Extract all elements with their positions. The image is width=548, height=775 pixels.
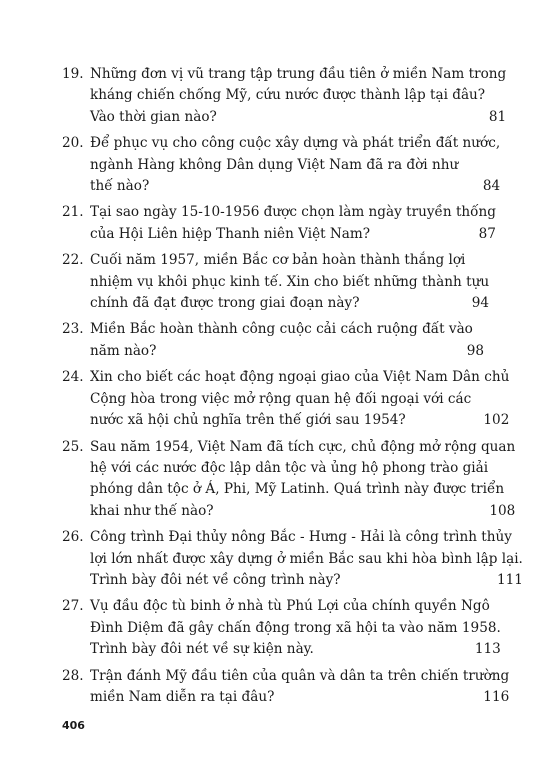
entry-title-line xyxy=(90,176,500,197)
entry-title xyxy=(90,367,509,431)
entry-title-text: Để phục vụ cho công cuộc xây dựng và phát triển đất nước, xyxy=(90,135,501,152)
entry-page-number: 102 xyxy=(483,412,510,429)
entry-title-line xyxy=(90,639,501,660)
entry-page-number: 87 xyxy=(478,225,496,242)
entry-number: 21. xyxy=(62,204,84,221)
entry-title-text: Xin cho biết các hoạt động ngoại giao của Việt Nam Dân chủ xyxy=(90,369,510,386)
entry-number: 26. xyxy=(62,529,84,546)
entry-title-line xyxy=(90,687,509,708)
entry-title-line xyxy=(90,224,496,245)
entry-title xyxy=(90,527,523,591)
entry-title-line xyxy=(90,293,489,314)
entry-title-line xyxy=(90,437,515,458)
entry-title-line xyxy=(90,570,523,591)
entry-title-text: hệ với các nước độc lập dân tộc và ủng hộ phong trào giải xyxy=(90,459,489,476)
entry-number: 22. xyxy=(62,252,84,269)
entry-page-number: 108 xyxy=(489,502,516,519)
toc-entry xyxy=(62,437,516,523)
entry-number: 20. xyxy=(62,135,84,152)
toc-entry xyxy=(62,64,507,128)
entry-title-text: miền Nam diễn ra tại đâu? xyxy=(90,688,275,705)
entry-title-text: Sau năm 1954, Việt Nam đã tích cực, chủ động mở rộng quan xyxy=(90,438,516,455)
entry-title-text: kháng chiến chống Mỹ, cứu nước được thành lập tại đâu? xyxy=(90,87,486,104)
entry-title-text: Trận đánh Mỹ đầu tiên của quân và dân ta trên chiến trường xyxy=(90,667,510,684)
entry-title-line xyxy=(90,133,500,154)
entry-title-line xyxy=(90,64,506,85)
toc-entry xyxy=(62,319,484,362)
entry-page-number: 113 xyxy=(474,641,501,658)
entry-title-text: Trình bày đôi nét về sự kiện này. xyxy=(90,641,314,658)
toc-entry xyxy=(62,133,501,197)
entry-number: 28. xyxy=(62,667,84,684)
entry-title xyxy=(90,437,515,523)
entry-title-line xyxy=(90,666,509,687)
entry-title-text: ngành Hàng không Dân dụng Việt Nam đã ra đời như xyxy=(90,156,459,173)
page-number: 406 xyxy=(62,719,85,732)
entry-page-number: 94 xyxy=(471,295,490,312)
entry-title-text: nhiệm vụ khôi phục kinh tế. Xin cho biết những thành tựu xyxy=(90,273,490,290)
entry-title-text: Cộng hòa trong việc mở rộng quan hệ đối ngoại với các xyxy=(90,390,472,407)
entry-page-number: 81 xyxy=(488,108,507,125)
entry-title-line xyxy=(90,389,509,410)
entry-title-text: Trình bày đôi nét về công trình này? xyxy=(90,571,341,588)
entry-title-text: nước xã hội chủ nghĩa trên thế giới sau 1954? xyxy=(90,412,406,429)
toc-entry xyxy=(62,527,523,591)
entry-title-text: Tại sao ngày 15-10-1956 được chọn làm ngày truyền thống xyxy=(90,204,496,221)
entry-title-text: Công trình Đại thủy nông Bắc - Hưng - Hải là công trình thủy xyxy=(90,529,512,546)
entry-title-text: phóng dân tộc ở Á, Phi, Mỹ Latinh. Quá trình này được triển xyxy=(90,481,505,498)
entry-page-number: 98 xyxy=(466,342,484,359)
entry-title-line xyxy=(90,250,489,271)
entry-title-line xyxy=(90,367,509,388)
entry-title-line xyxy=(90,341,484,362)
entry-title-text: chính đã đạt được trong giai đoạn này? xyxy=(90,295,360,312)
entry-title xyxy=(90,250,489,314)
entry-title-text: Miền Bắc hoàn thành công cuộc cải cách ruộng đất vào xyxy=(90,321,473,338)
entry-title-line xyxy=(90,527,523,548)
table-of-contents xyxy=(62,64,523,713)
entry-title-line xyxy=(90,596,501,617)
entry-number: 24. xyxy=(62,369,84,386)
toc-entry xyxy=(62,202,496,245)
toc-entry xyxy=(62,666,510,709)
entry-page-number: 84 xyxy=(482,178,501,195)
toc-entry xyxy=(62,367,510,431)
entry-title-line xyxy=(90,479,515,500)
entry-number: 27. xyxy=(62,598,84,615)
entry-page-number: 111 xyxy=(496,571,523,588)
entry-title xyxy=(90,666,509,709)
entry-title-line xyxy=(90,501,515,522)
entry-title-text: Cuối năm 1957, miền Bắc cơ bản hoàn thành thắng lợi xyxy=(90,252,466,269)
entry-title-line xyxy=(90,155,500,176)
entry-title-line xyxy=(90,107,506,128)
entry-title-line xyxy=(90,319,484,340)
entry-title-text: Vào thời gian nào? xyxy=(90,108,217,125)
entry-title-text: lợi lớn nhất được xây dựng ở miền Bắc sau khi hòa bình lập lại. xyxy=(90,550,523,567)
entry-title-line xyxy=(90,410,509,431)
entry-title-line xyxy=(90,618,501,639)
entry-title-text: Đình Diệm đã gây chấn động trong xã hội ta vào năm 1958. xyxy=(90,619,501,636)
entry-title xyxy=(90,596,501,660)
entry-number: 25. xyxy=(62,438,84,455)
toc-entry xyxy=(62,250,490,314)
entry-title-text: Những đơn vị vũ trang tập trung đầu tiên ở miền Nam trong xyxy=(90,66,507,82)
toc-entry xyxy=(62,596,501,660)
entry-title-line xyxy=(90,549,523,570)
entry-title-text: Vụ đầu độc tù binh ở nhà tù Phú Lợi của chính quyền Ngô xyxy=(90,598,490,615)
entry-number: 23. xyxy=(62,321,84,338)
entry-title-text: khai như thế nào? xyxy=(90,502,214,519)
entry-number: 19. xyxy=(62,66,84,82)
entry-title-text: năm nào? xyxy=(90,342,157,359)
entry-title xyxy=(90,64,506,128)
entry-title-text: của Hội Liên hiệp Thanh niên Việt Nam? xyxy=(90,225,371,242)
entry-title-line xyxy=(90,272,489,293)
entry-title-line xyxy=(90,85,506,106)
entry-title xyxy=(90,133,500,197)
entry-title xyxy=(90,319,484,362)
entry-page-number: 116 xyxy=(483,688,510,705)
entry-title-text: thế nào? xyxy=(90,178,150,195)
entry-title xyxy=(90,202,496,245)
entry-title-line xyxy=(90,458,515,479)
entry-title-line xyxy=(90,202,496,223)
